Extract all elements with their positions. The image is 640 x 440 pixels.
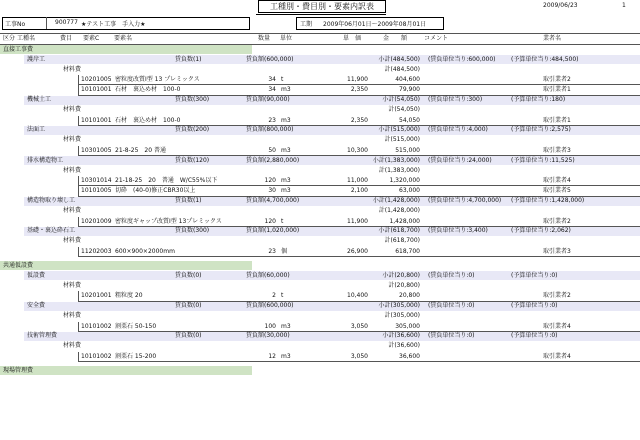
group-name: 機械土工	[27, 96, 52, 103]
cost-total: 計(484,500)	[384, 65, 420, 73]
item-qty: 12	[268, 353, 276, 360]
group-count: 賃負数(0)	[175, 302, 202, 309]
job-name: ★テスト工事 手入力★	[81, 21, 146, 28]
item-amount: 618,700	[395, 248, 420, 255]
cost-label: 材料費	[63, 312, 82, 320]
item-vendor: 取引業者1	[543, 116, 571, 124]
item-unit: m3	[281, 353, 291, 360]
col-qty: 数量	[258, 35, 271, 42]
item-divider	[78, 247, 79, 257]
item-unit: m3	[281, 147, 291, 154]
group-subtotal: 小計(305,000)	[378, 302, 420, 309]
cost-label: 材料費	[63, 207, 82, 215]
item-unit: t	[281, 292, 284, 300]
cost-label: 材料費	[63, 136, 82, 144]
item-qty: 50	[268, 147, 276, 154]
item-qty: 120	[264, 217, 276, 225]
cost-label: 材料費	[63, 342, 82, 350]
item-vendor: 取引業者4	[543, 322, 571, 330]
item-divider	[78, 116, 79, 126]
group-count: 賃負数(300)	[175, 227, 210, 235]
job-no-label: 工事No	[5, 21, 26, 28]
item-code: 10101001	[81, 116, 112, 124]
item-name: 石材 裏込め材 100-0	[115, 86, 181, 94]
group-name: 安全費	[27, 302, 46, 309]
cost-total: 計(305,000)	[384, 312, 420, 320]
cost-label: 材料費	[63, 281, 82, 289]
group-amount: 賃負額(60,000)	[246, 271, 290, 279]
group-name: 構造物取り壊し工	[27, 197, 76, 204]
section-band	[0, 261, 252, 270]
item-amount: 20,800	[399, 292, 420, 300]
item-vendor: 取引業者3	[543, 248, 571, 255]
group-count: 賃負数(1)	[175, 197, 202, 204]
group-subtotal: 小計(484,500)	[378, 55, 420, 63]
item-qty: 34	[268, 86, 276, 94]
item-name: 密粒度ギャップ改質Ⅰ型 13プレミックス	[115, 217, 222, 225]
group-count: 賃負数(200)	[175, 126, 210, 134]
item-amount: 36,600	[399, 353, 420, 360]
group-count: 賃負数(0)	[175, 332, 202, 340]
item-price: 10,300	[347, 147, 368, 154]
item-divider	[78, 186, 79, 196]
section-name: 直接工事費	[3, 45, 34, 53]
item-code: 10101001	[81, 86, 112, 94]
col-vendor: 業者名	[543, 35, 562, 42]
group-unit-price: (賃負単位当り:4,000)	[428, 126, 488, 134]
item-price: 11,900	[347, 76, 368, 84]
title-underline	[256, 14, 386, 15]
item-price: 2,350	[350, 116, 368, 124]
group-subtotal: 小計(618,700)	[378, 227, 420, 235]
job-no: 900777	[55, 19, 78, 26]
cost-total: 計(515,000)	[384, 136, 420, 144]
group-amount: 賃負額(90,000)	[246, 96, 290, 103]
group-unit-price: (賃負単位当り:300)	[428, 96, 483, 103]
item-name: 割栗石 15-200	[115, 353, 157, 360]
item-amount: 515,000	[395, 147, 420, 154]
col-youso-c: 要素C	[83, 35, 100, 42]
page-number: 1	[622, 2, 626, 9]
item-qty: 30	[268, 187, 276, 195]
group-name: 排水構造物工	[27, 156, 64, 164]
item-unit: t	[281, 76, 284, 84]
group-budget: (予算単位当り:0)	[511, 271, 558, 279]
item-vendor: 取引業者1	[543, 86, 571, 94]
item-amount: 79,900	[399, 86, 420, 94]
item-unit: t	[281, 217, 284, 225]
item-code: 10301005	[81, 147, 112, 154]
item-name: 600×900×2000mm	[115, 248, 175, 255]
item-amount: 54,050	[399, 116, 420, 124]
group-count: 賃負数(1)	[175, 55, 202, 63]
group-unit-price: (賃負単位当り:600,000)	[428, 55, 496, 63]
item-divider	[78, 75, 79, 85]
group-unit-price: (賃負単位当り:3,400)	[428, 227, 488, 235]
item-divider	[78, 85, 79, 95]
item-unit: m3	[281, 116, 291, 124]
group-count: 賃負数(300)	[175, 96, 210, 103]
item-price: 2,350	[350, 86, 368, 94]
item-amount: 1,320,000	[389, 177, 420, 185]
item-name: 密粒度改質Ⅰ型 13 プレミックス	[115, 76, 200, 84]
period-value: 2009年06月01日～2009年08月01日	[323, 21, 427, 28]
item-vendor: 取引業者4	[543, 353, 571, 360]
group-amount: 賃負額(4,700,000)	[246, 197, 300, 204]
report-date: 2009/06/23	[543, 2, 578, 9]
col-koushu: 工種名	[17, 35, 36, 42]
group-name: 仮設費	[27, 271, 46, 279]
item-code: 10201009	[81, 217, 112, 225]
item-price: 3,050	[350, 322, 368, 330]
item-unit: 個	[281, 248, 288, 255]
group-budget: (予算単位当り:1,428,000)	[511, 197, 585, 204]
group-name: 技術管理費	[27, 332, 58, 340]
cost-total: 計(20,800)	[388, 281, 420, 289]
group-name: 基礎・裏込砕石工	[27, 227, 76, 235]
group-subtotal: 小計(1,383,000)	[372, 156, 420, 164]
item-vendor: 取引業者2	[543, 76, 571, 84]
item-vendor: 取引業者2	[543, 292, 571, 300]
item-vendor: 取引業者3	[543, 147, 571, 154]
item-code: 11202003	[81, 248, 112, 255]
item-price: 26,900	[347, 248, 368, 255]
cost-label: 材料費	[63, 106, 82, 114]
group-budget: (予算単位当り:180)	[511, 96, 566, 103]
item-qty: 23	[268, 116, 276, 124]
section-band	[0, 45, 252, 54]
item-unit: m3	[281, 187, 291, 195]
item-amount: 1,428,000	[389, 217, 420, 225]
section-band	[0, 366, 252, 375]
item-vendor: 取引業者2	[543, 217, 571, 225]
item-divider	[78, 146, 79, 156]
item-price: 11,000	[347, 177, 368, 185]
item-divider	[78, 291, 79, 301]
group-unit-price: (賃負単位当り:0)	[428, 271, 475, 279]
group-budget: (予算単位当り:2,062)	[511, 227, 571, 235]
item-code: 10201005	[81, 76, 112, 84]
item-qty: 2	[272, 292, 276, 300]
col-youso-name: 要素名	[114, 35, 133, 42]
item-price: 3,050	[350, 353, 368, 360]
group-unit-price: (賃負単位当り:4,700,000)	[428, 197, 502, 204]
item-price: 2,100	[350, 187, 368, 195]
group-budget: (予算単位当り:11,525)	[511, 156, 575, 164]
item-vendor: 取引業者5	[543, 187, 571, 195]
item-qty: 34	[268, 76, 276, 84]
item-code: 10301014	[81, 177, 112, 185]
item-amount: 404,600	[395, 76, 420, 84]
group-subtotal: 小計(36,600)	[382, 332, 420, 340]
cost-total: 計(1,428,000)	[378, 207, 420, 215]
group-subtotal: 小計(515,000)	[378, 126, 420, 134]
col-himoku: 費目	[60, 35, 73, 42]
cost-label: 材料費	[63, 65, 82, 73]
group-subtotal: 小計(1,428,000)	[372, 197, 420, 204]
col-unit: 単位	[280, 35, 293, 42]
group-name: 法面工	[27, 126, 46, 134]
item-code: 10201001	[81, 292, 112, 300]
item-name: 割栗石 50-150	[115, 322, 157, 330]
group-amount: 賃負額(600,000)	[246, 302, 294, 309]
group-subtotal: 小計(54,050)	[382, 96, 420, 103]
item-qty: 23	[268, 248, 276, 255]
item-name: 21-8-25 20 普通	[115, 147, 166, 154]
group-name: 護岸工	[27, 55, 46, 63]
item-amount: 305,000	[395, 322, 420, 330]
item-price: 10,400	[347, 292, 368, 300]
item-code: 10101002	[81, 353, 112, 360]
group-unit-price: (賃負単位当り:0)	[428, 302, 475, 309]
item-name: 21-18-25 20 普通 W/C55%以下	[115, 177, 218, 185]
report-title: 工種別・費目別・要素内訳表	[258, 0, 386, 13]
col-price: 単 価	[343, 35, 362, 42]
col-comment: コメント	[424, 35, 449, 42]
cost-total: 計(1,383,000)	[378, 166, 420, 174]
group-budget: (予算単位当り:0)	[511, 302, 558, 309]
item-unit: m3	[281, 177, 291, 185]
section-name: 共通仮設費	[3, 261, 34, 269]
item-price: 11,900	[347, 217, 368, 225]
cost-total: 計(54,050)	[388, 106, 420, 114]
cost-label: 材料費	[63, 166, 82, 174]
cost-label: 材料費	[63, 237, 82, 245]
item-unit: m3	[281, 86, 291, 94]
group-count: 賃負数(120)	[175, 156, 210, 164]
item-divider	[78, 217, 79, 227]
section-name: 現場管理費	[3, 366, 34, 374]
group-unit-price: (賃負単位当り:24,000)	[428, 156, 492, 164]
item-vendor: 取引業者4	[543, 177, 571, 185]
item-amount: 63,000	[399, 187, 420, 195]
group-amount: 賃負額(1,020,000)	[246, 227, 300, 235]
group-amount: 賃負額(800,000)	[246, 126, 294, 134]
group-budget: (予算単位当り:484,500)	[511, 55, 579, 63]
group-unit-price: (賃負単位当り:0)	[428, 332, 475, 340]
cost-total: 計(618,700)	[384, 237, 420, 245]
item-divider	[78, 322, 79, 332]
item-unit: m3	[281, 322, 291, 330]
col-amount: 金 額	[383, 35, 408, 42]
item-code: 10101002	[81, 322, 112, 330]
item-code: 10101005	[81, 187, 112, 195]
item-qty: 100	[264, 322, 276, 330]
item-qty: 120	[264, 177, 276, 185]
group-amount: 賃負額(30,000)	[246, 332, 290, 340]
item-divider	[78, 176, 79, 186]
group-amount: 賃負額(2,880,000)	[246, 156, 300, 164]
group-budget: (予算単位当り:2,575)	[511, 126, 571, 134]
cost-total: 計(36,600)	[388, 342, 420, 350]
item-name: 切砕 (40-0)修正CBR30以上	[115, 187, 196, 195]
item-divider	[78, 352, 79, 362]
group-count: 賃負数(0)	[175, 271, 202, 279]
col-kubun: 区分	[3, 35, 16, 42]
period-label: 工期	[300, 21, 313, 28]
group-subtotal: 小計(20,800)	[382, 271, 420, 279]
item-name: 粗粒度 20	[115, 292, 143, 300]
group-amount: 賃負額(600,000)	[246, 55, 294, 63]
divider	[46, 17, 47, 29]
group-budget: (予算単位当り:0)	[511, 332, 558, 340]
item-name: 石材 裏込め材 100-0	[115, 116, 181, 124]
